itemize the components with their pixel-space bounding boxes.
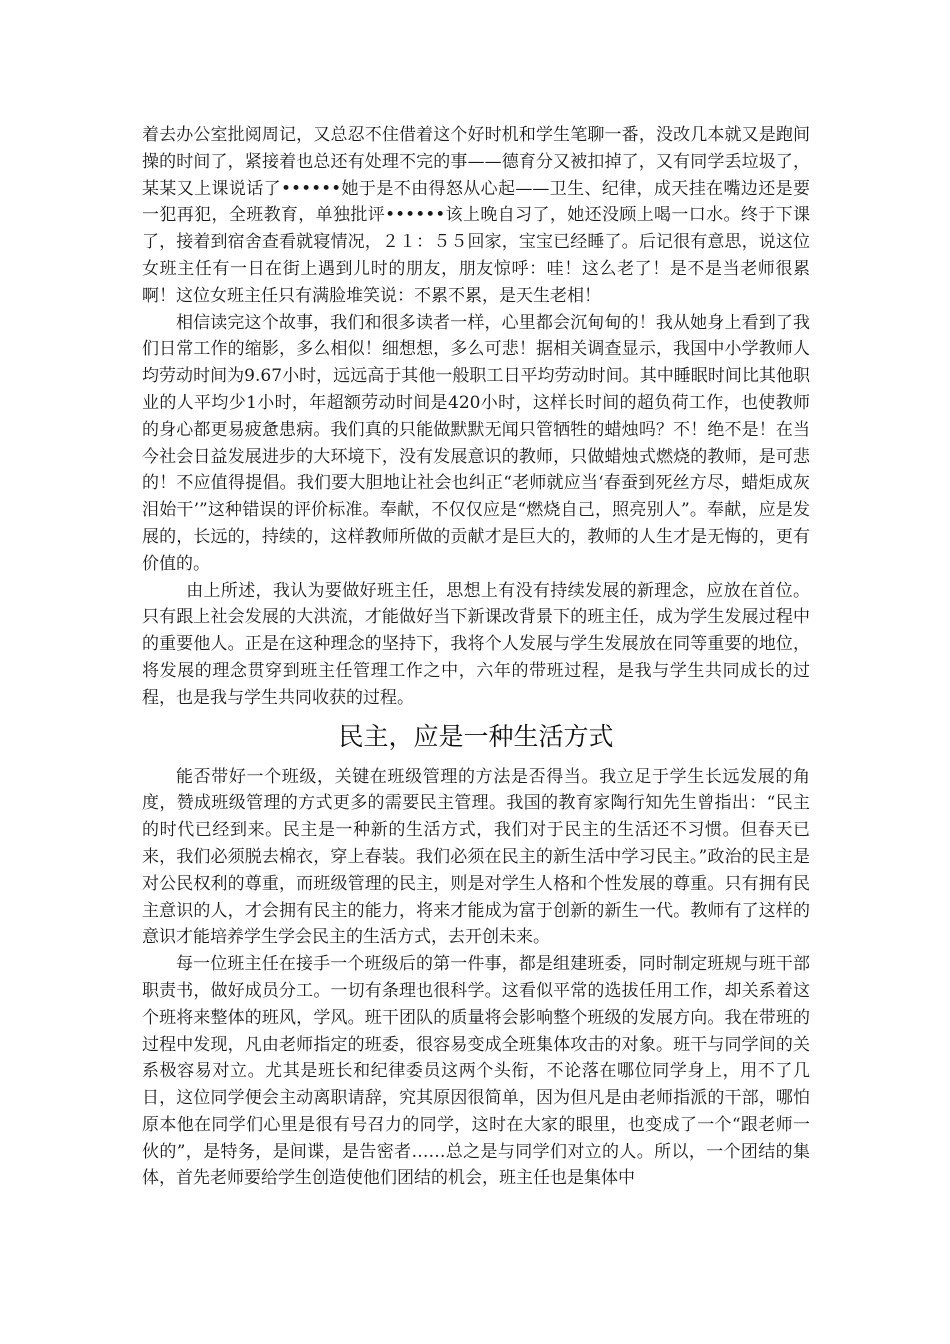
paragraph-story-continuation: 着去办公室批阅周记，又总忍不住借着这个好时机和学生笔聊一番，没改几本就又是跑间操的时间了，紧接着也总还有处理不完的事——德育分又被扣掉了，又有同学丢垃圾了，某某又上课说话了••••••她于是不由得怒从心起——卫生、纪律，成天挂在嘴边还是要一犯再犯，全班教育，单独批评••••••该上晚自习了，她还没顾上喝一口水。终于下课了，接着到宿舍查看就寝情况，２１：５５回家，宝宝已经睡了。后记很有意思，说这位女班主任有一日在街上遇到儿时的朋友，朋友惊呼：哇！这么老了！是不是当老师很累啊！这位女班主任只有满脸堆笑说：不累不累，是天生老相！ <box>142 125 810 306</box>
paragraph-democracy-intro: 能否带好一个班级，关键在班级管理的方法是否得当。我立足于学生长远发展的角度，赞成班级管理的方式更多的需要民主管理。我国的教育家陶行知先生曾指出：“民主的时代已经到来。民主是一种新的生活方式，我们对于民主的生活还不习惯。但春天已来，我们必须脱去棉衣，穿上春装。我们必须在民主的新生活中学习民主。”政治的民主是对公民权利的尊重，而班级管理的民主，则是对学生人格和个性发展的尊重。只有拥有民主意识的人，才会拥有民主的能力，将来才能成为富于创新的新生一代。教师有了这样的意识才能培养学生学会民主的生活方式，去开创未来。 <box>142 766 810 948</box>
paragraph-reflection: 相信读完这个故事，我们和很多读者一样，心里都会沉甸甸的！我从她身上看到了我们日常工作的缩影，多么相似！细想想，多么可悲！据相关调查显示，我国中小学教师人均劳动时间为9.67小时，远远高于其他一般职工日平均劳动时间。其中睡眠时间比其他职业的人平均少1小时，年超额劳动时间是420小时，这样长时间的超负荷工作，也使教师的身心都更易疲惫患病。我们真的只能做默默无闻只管牺牲的蜡烛吗？不！绝不是！在当今社会日益发展进步的大环境下，没有发展意识的教师，只做蜡烛式燃烧的教师，是可悲的！不应值得提倡。我们要大胆地让社会也纠正“老师就应当‘春蚕到死丝方尽，蜡炬成灰泪始干’”这种错误的评价标准。奉献，不仅仅应是“燃烧自己，照亮别人”。奉献，应是发展的，长远的，持续的，这样教师所做的贡献才是巨大的，教师的人生才是无悔的，更有价值的。 <box>142 312 810 574</box>
paragraph-conclusion: 由上所述，我认为要做好班主任，思想上有没有持续发展的新理念，应放在首位。只有跟上社会发展的大洪流，才能做好当下新课改背景下的班主任，成为学生发展过程中的重要他人。正是在这种理念的坚持下，我将个人发展与学生发展放在同等重要的地位，将发展的理念贯穿到班主任管理工作之中，六年的带班过程，是我与学生共同成长的过程，也是我与学生共同收获的过程。 <box>142 580 810 708</box>
paragraph-class-committee: 每一位班主任在接手一个班级后的第一件事，都是组建班委，同时制定班规与班干部职责书，做好成员分工。一切有条理也很科学。这看似平常的选拔任用工作，却关系着这个班将来整体的班风，学风。班干团队的质量将会影响整个班级的发展方向。我在带班的过程中发现，凡由老师指定的班委，很容易变成全班集体攻击的对象。班干与同学间的关系极容易对立。尤其是班长和纪律委员这两个头衔，不论落在哪位同学身上，用不了几日，这位同学便会主动离职请辞，究其原因很简单，因为但凡是由老师指派的干部，哪怕原本他在同学们心里是很有号召力的同学，这时在大家的眼里，也变成了一个“跟老师一伙的”，是特务，是间谍，是告密者……总之是与同学们对立的人。所以，一个团结的集体，首先老师要给学生创造使他们团结的机会，班主任也是集体中 <box>142 954 810 1189</box>
section-title: 民主，应是一种生活方式 <box>338 721 614 751</box>
document-page <box>142 122 810 1192</box>
